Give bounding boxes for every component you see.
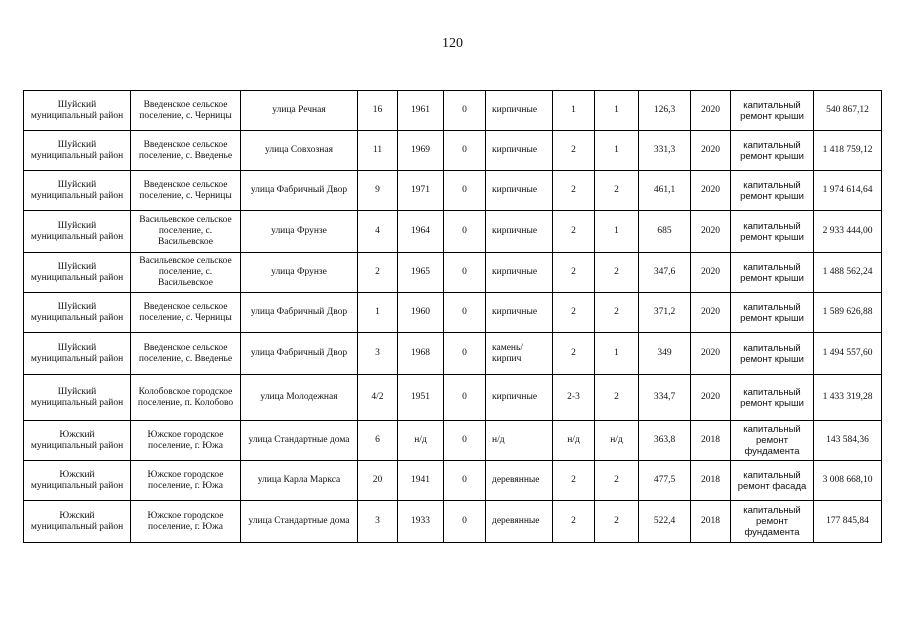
build-year-cell: 1964: [398, 211, 444, 253]
zero-cell: 0: [444, 501, 486, 543]
build-year-cell: 1961: [398, 91, 444, 131]
settlement-cell: Введенское сельское поселение, с. Черницы: [131, 91, 241, 131]
plan-year-cell: 2020: [691, 91, 731, 131]
plan-year-cell: 2020: [691, 293, 731, 333]
street-cell: улица Карла Маркса: [241, 461, 358, 501]
zero-cell: 0: [444, 171, 486, 211]
house-number-cell: 16: [358, 91, 398, 131]
entrances-cell: 1: [595, 211, 639, 253]
plan-year-cell: 2018: [691, 501, 731, 543]
area-cell: 685: [639, 211, 691, 253]
zero-cell: 0: [444, 333, 486, 375]
work-type-cell: капитальный ремонт крыши: [731, 375, 814, 421]
plan-year-cell: 2018: [691, 461, 731, 501]
table-row: [24, 461, 882, 501]
district-cell: Шуйский муниципальный район: [24, 293, 131, 333]
street-cell: улица Речная: [241, 91, 358, 131]
zero-cell: 0: [444, 293, 486, 333]
work-type-cell: капитальный ремонт крыши: [731, 293, 814, 333]
floors-cell: н/д: [553, 421, 595, 461]
settlement-cell: Колобовское городское поселение, п. Колобово: [131, 375, 241, 421]
floors-cell: 2: [553, 171, 595, 211]
zero-cell: 0: [444, 253, 486, 293]
area-cell: 347,6: [639, 253, 691, 293]
settlement-cell: Васильевское сельское поселение, с. Васильевское: [131, 211, 241, 253]
area-cell: 522,4: [639, 501, 691, 543]
house-number-cell: 1: [358, 293, 398, 333]
wall-material-cell: кирпичные: [486, 253, 553, 293]
zero-cell: 0: [444, 375, 486, 421]
zero-cell: 0: [444, 421, 486, 461]
build-year-cell: 1941: [398, 461, 444, 501]
house-number-cell: 3: [358, 333, 398, 375]
district-cell: Шуйский муниципальный район: [24, 131, 131, 171]
floors-cell: 2: [553, 211, 595, 253]
work-type-cell: капитальный ремонт крыши: [731, 253, 814, 293]
floors-cell: 2: [553, 131, 595, 171]
area-cell: 126,3: [639, 91, 691, 131]
cost-cell: 177 845,84: [814, 501, 882, 543]
entrances-cell: 2: [595, 253, 639, 293]
floors-cell: 2: [553, 333, 595, 375]
settlement-cell: Введенское сельское поселение, с. Черницы: [131, 293, 241, 333]
house-number-cell: 20: [358, 461, 398, 501]
district-cell: Шуйский муниципальный район: [24, 211, 131, 253]
table-body: [24, 91, 882, 543]
settlement-cell: Введенское сельское поселение, с. Черницы: [131, 171, 241, 211]
cost-cell: 143 584,36: [814, 421, 882, 461]
district-cell: Шуйский муниципальный район: [24, 91, 131, 131]
wall-material-cell: кирпичные: [486, 171, 553, 211]
settlement-cell: Южское городское поселение, г. Южа: [131, 421, 241, 461]
district-cell: Южский муниципальный район: [24, 461, 131, 501]
street-cell: улица Фрунзе: [241, 253, 358, 293]
street-cell: улица Стандартные дома: [241, 501, 358, 543]
wall-material-cell: камень/кирпич: [486, 333, 553, 375]
entrances-cell: 1: [595, 91, 639, 131]
floors-cell: 1: [553, 91, 595, 131]
district-cell: Южский муниципальный район: [24, 501, 131, 543]
entrances-cell: 1: [595, 333, 639, 375]
cost-cell: 2 933 444,00: [814, 211, 882, 253]
entrances-cell: 1: [595, 131, 639, 171]
area-cell: 363,8: [639, 421, 691, 461]
cost-cell: 3 008 668,10: [814, 461, 882, 501]
table-row: [24, 211, 882, 253]
district-cell: Шуйский муниципальный район: [24, 375, 131, 421]
work-type-cell: капитальный ремонт крыши: [731, 131, 814, 171]
wall-material-cell: кирпичные: [486, 375, 553, 421]
entrances-cell: н/д: [595, 421, 639, 461]
table-row: [24, 131, 882, 171]
wall-material-cell: деревянные: [486, 461, 553, 501]
floors-cell: 2: [553, 253, 595, 293]
area-cell: 349: [639, 333, 691, 375]
build-year-cell: 1933: [398, 501, 444, 543]
build-year-cell: 1968: [398, 333, 444, 375]
zero-cell: 0: [444, 131, 486, 171]
floors-cell: 2: [553, 461, 595, 501]
wall-material-cell: деревянные: [486, 501, 553, 543]
street-cell: улица Фрунзе: [241, 211, 358, 253]
settlement-cell: Васильевское сельское поселение, с. Васильевское: [131, 253, 241, 293]
entrances-cell: 2: [595, 293, 639, 333]
wall-material-cell: кирпичные: [486, 211, 553, 253]
street-cell: улица Фабричный Двор: [241, 293, 358, 333]
wall-material-cell: кирпичные: [486, 293, 553, 333]
wall-material-cell: кирпичные: [486, 131, 553, 171]
settlement-cell: Введенское сельское поселение, с. Введенье: [131, 131, 241, 171]
house-number-cell: 9: [358, 171, 398, 211]
plan-year-cell: 2020: [691, 333, 731, 375]
work-type-cell: капитальный ремонт крыши: [731, 91, 814, 131]
table-row: [24, 501, 882, 543]
housing-repair-table: [23, 90, 882, 543]
area-cell: 461,1: [639, 171, 691, 211]
work-type-cell: капитальный ремонт фундамента: [731, 501, 814, 543]
street-cell: улица Молодежная: [241, 375, 358, 421]
entrances-cell: 2: [595, 375, 639, 421]
work-type-cell: капитальный ремонт фасада: [731, 461, 814, 501]
cost-cell: 1 418 759,12: [814, 131, 882, 171]
entrances-cell: 2: [595, 461, 639, 501]
settlement-cell: Южское городское поселение, г. Южа: [131, 501, 241, 543]
table-row: [24, 171, 882, 211]
work-type-cell: капитальный ремонт фундамента: [731, 421, 814, 461]
entrances-cell: 2: [595, 501, 639, 543]
house-number-cell: 3: [358, 501, 398, 543]
zero-cell: 0: [444, 91, 486, 131]
page-number: 120: [442, 36, 463, 51]
street-cell: улица Фабричный Двор: [241, 171, 358, 211]
plan-year-cell: 2018: [691, 421, 731, 461]
build-year-cell: 1960: [398, 293, 444, 333]
cost-cell: 1 488 562,24: [814, 253, 882, 293]
cost-cell: 1 494 557,60: [814, 333, 882, 375]
area-cell: 477,5: [639, 461, 691, 501]
zero-cell: 0: [444, 461, 486, 501]
district-cell: Шуйский муниципальный район: [24, 253, 131, 293]
house-number-cell: 4/2: [358, 375, 398, 421]
zero-cell: 0: [444, 211, 486, 253]
cost-cell: 540 867,12: [814, 91, 882, 131]
area-cell: 334,7: [639, 375, 691, 421]
area-cell: 331,3: [639, 131, 691, 171]
floors-cell: 2: [553, 501, 595, 543]
table-row: [24, 333, 882, 375]
district-cell: Шуйский муниципальный район: [24, 333, 131, 375]
cost-cell: 1 589 626,88: [814, 293, 882, 333]
build-year-cell: 1969: [398, 131, 444, 171]
plan-year-cell: 2020: [691, 375, 731, 421]
street-cell: улица Совхозная: [241, 131, 358, 171]
floors-cell: 2-3: [553, 375, 595, 421]
build-year-cell: 1951: [398, 375, 444, 421]
house-number-cell: 11: [358, 131, 398, 171]
wall-material-cell: кирпичные: [486, 91, 553, 131]
plan-year-cell: 2020: [691, 171, 731, 211]
table-row: [24, 293, 882, 333]
area-cell: 371,2: [639, 293, 691, 333]
district-cell: Шуйский муниципальный район: [24, 171, 131, 211]
table-row: [24, 421, 882, 461]
build-year-cell: 1971: [398, 171, 444, 211]
entrances-cell: 2: [595, 171, 639, 211]
table-row: [24, 91, 882, 131]
table-row: [24, 375, 882, 421]
house-number-cell: 6: [358, 421, 398, 461]
house-number-cell: 2: [358, 253, 398, 293]
house-number-cell: 4: [358, 211, 398, 253]
build-year-cell: н/д: [398, 421, 444, 461]
cost-cell: 1 974 614,64: [814, 171, 882, 211]
street-cell: улица Стандартные дома: [241, 421, 358, 461]
work-type-cell: капитальный ремонт крыши: [731, 211, 814, 253]
street-cell: улица Фабричный Двор: [241, 333, 358, 375]
table-row: [24, 253, 882, 293]
build-year-cell: 1965: [398, 253, 444, 293]
district-cell: Южский муниципальный район: [24, 421, 131, 461]
work-type-cell: капитальный ремонт крыши: [731, 333, 814, 375]
cost-cell: 1 433 319,28: [814, 375, 882, 421]
work-type-cell: капитальный ремонт крыши: [731, 171, 814, 211]
floors-cell: 2: [553, 293, 595, 333]
settlement-cell: Южское городское поселение, г. Южа: [131, 461, 241, 501]
settlement-cell: Введенское сельское поселение, с. Введенье: [131, 333, 241, 375]
plan-year-cell: 2020: [691, 211, 731, 253]
wall-material-cell: н/д: [486, 421, 553, 461]
plan-year-cell: 2020: [691, 131, 731, 171]
plan-year-cell: 2020: [691, 253, 731, 293]
